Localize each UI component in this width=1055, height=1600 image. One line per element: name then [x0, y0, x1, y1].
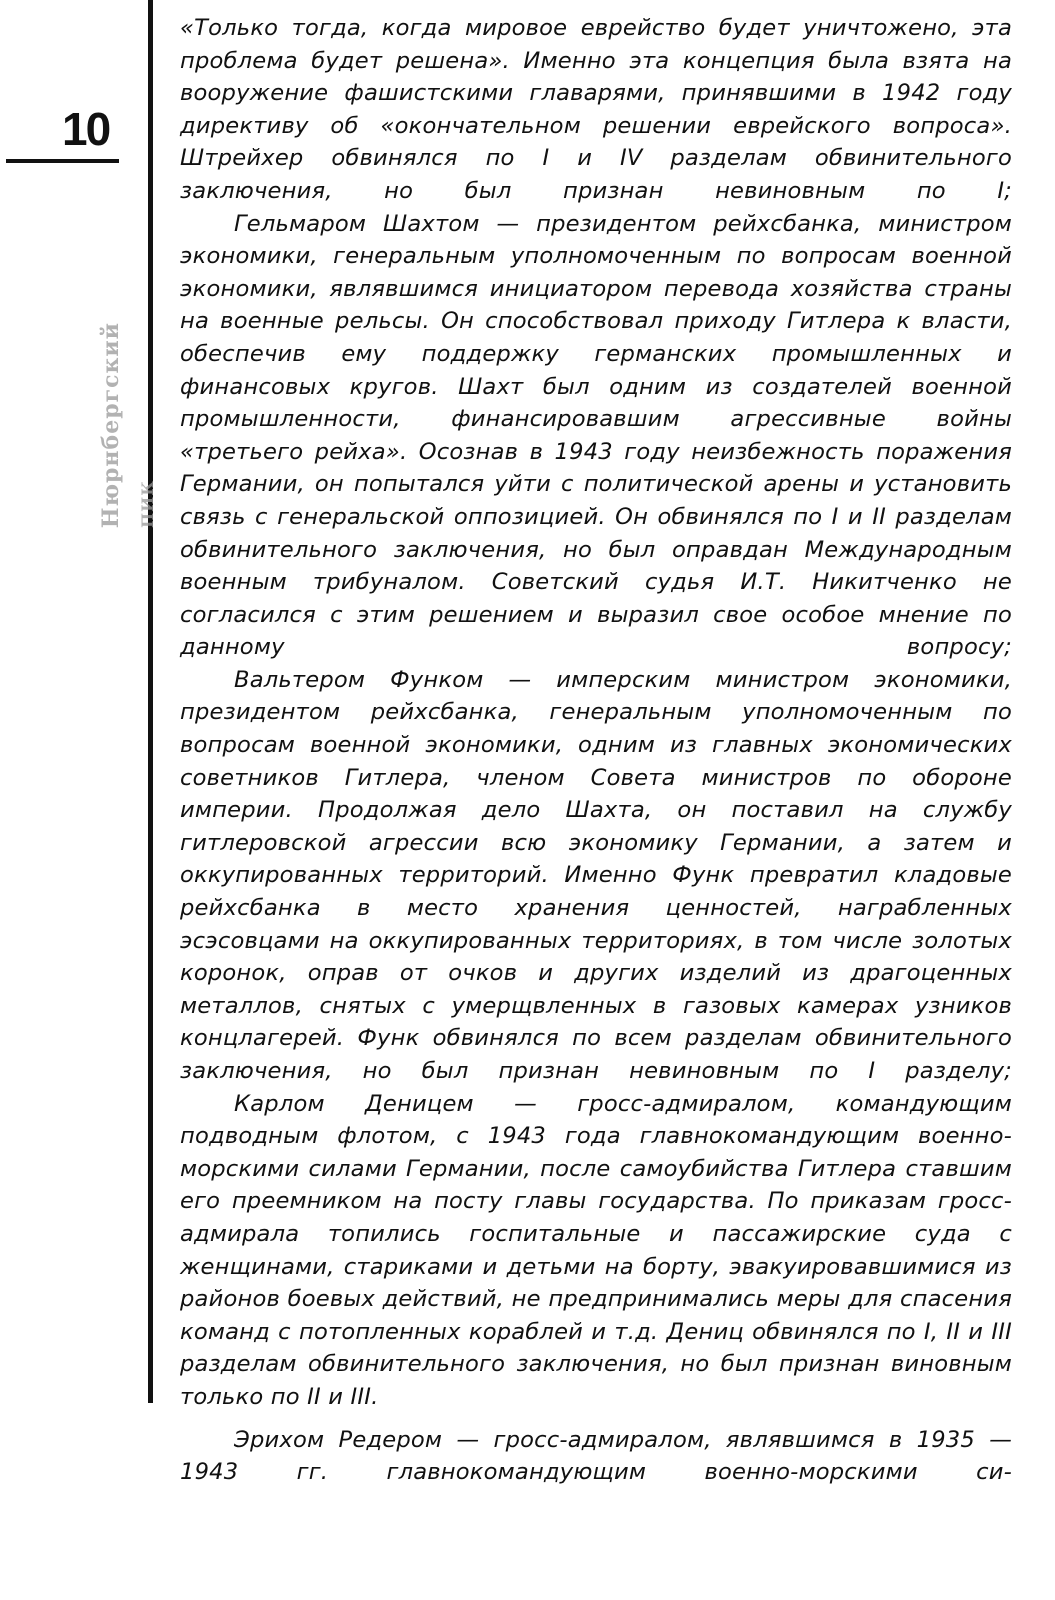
body-text — [180, 12, 1012, 1489]
paragraph: Вальтером Функом — имперским министром экономики, президентом рейхсбанка, генеральным уполномоченным по вопросам военной экономики, одним из главных экономических советников Гитлера, членом Совета министров по обороне империи. Продолжая дело Шахта, он поставил на службу гитлеровской агрессии всю экономику Германии, а затем и оккупированных территорий. Именно Функ превратил кладовые рейхсбанка в место хранения ценностей, награбленных эсэсовцами на оккупированных территориях, в том числе золотых коронок, оправ от очков и других изделий из драгоценных металлов, снятых с умерщвленных в газовых камерах узников концлагерей. Функ обвинялся по всем разделам обвинительного заключения, но был признан невиновным по I разделу; — [180, 666, 1012, 1084]
running-head-mark: ПИК — [138, 480, 157, 528]
paragraph: Гельмаром Шахтом — президентом рейхсбанка, министром экономики, генеральным уполномоченным по вопросам военной экономики, являвшимся инициатором перевода хозяйства страны на военные рельсы. Он способствовал приходу Гитлера к власти, обеспечив ему поддержку германских промышленных и финансовых кругов. Шахт был одним из создателей военной промышленности, финансировавшим агрессивные войны «третьего рейха». Осознав в 1943 году неизбежность поражения Германии, он попытался уйти с политической арены и установить связь с генеральской оппозицией. Он обвинялся по I и II разделам обвинительного заключения, но был оправдан Международным военным трибуналом. Советский судья И.Т. Никитченко не согласился с этим решением и выразил свое особое мнение по данному вопросу; — [180, 210, 1012, 661]
page-number-rule — [6, 159, 119, 163]
page-number: 10 — [62, 103, 110, 155]
paragraph: «Только тогда, когда мировое еврейство будет уничтожено, эта проблема будет решена». Именно эта концепция была взята на вооружение фашистскими главарями, принявшими в 1942 году директиву об «окончательном решении еврейского вопроса». Штрейхер обвинялся по I и IV разделам обвинительного заключения, но был признан невиновным по I; — [180, 15, 1012, 204]
paragraph: Эрихом Редером — гросс-адмиралом, являвшимся в 1935 — 1943 гг. главнокомандующим военно-морскими си- — [180, 1426, 1012, 1486]
paragraph: Карлом Деницем — гросс-адмиралом, командующим подводным флотом, с 1943 года главнокомандующим военно-морскими силами Германии, после самоубийства Гитлера ставшим его преемником на посту главы государства. По приказам гросс-адмирала топились госпитальные и пассажирские суда с женщинами, стариками и детьми на борту, эвакуировавшимися из районов боевых действий, не предпринимались меры для спасения команд с потопленных кораблей и т.д. Дениц обвинялся по I, II и III разделам обвинительного заключения, но был признан виновным только по II и III. — [180, 1090, 1012, 1410]
running-head — [98, 188, 157, 528]
running-head-title: Нюрнбергский — [98, 321, 124, 528]
